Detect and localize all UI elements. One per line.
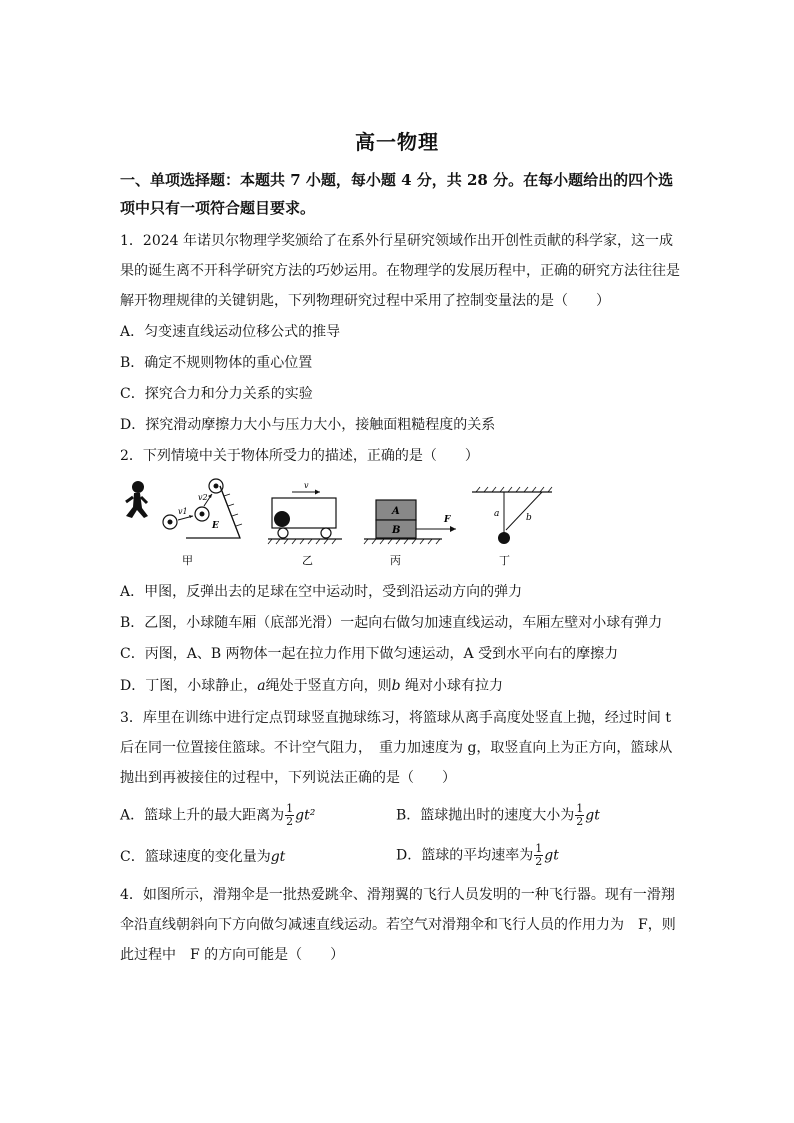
q2-figures bbox=[120, 478, 570, 570]
string-b bbox=[506, 492, 542, 530]
ball-2-patch bbox=[200, 512, 205, 517]
q3-option-c bbox=[120, 847, 285, 867]
q2-option-d-mid: 绳处于竖直方向，则 bbox=[265, 678, 392, 694]
figure-jia bbox=[126, 479, 242, 567]
figure-ding bbox=[472, 487, 552, 567]
force-f-label: F bbox=[444, 515, 451, 525]
q2-stem: 2．下列情境中关于物体所受力的描述，正确的是（ ） bbox=[120, 448, 479, 464]
q3-stem: 3．库里在训练中进行定点罚球竖直抛球练习，将篮球从离手高度处竖直上抛，经过时间 t 后在同一位置接住篮球。不计空气阻力， 重力加速度为 g，取竖直向上为正方向，篮球从抛出到再被接住的过程中，下列说法正确的是（ ） bbox=[120, 710, 673, 786]
q1-option-d: D．探究滑动摩擦力大小与压力大小，接触面粗糙程度的关系 bbox=[120, 417, 496, 433]
label-ding: 丁 bbox=[499, 554, 510, 567]
figure-bing bbox=[364, 500, 456, 567]
q3-option-a-expr: gt² bbox=[295, 807, 316, 824]
v1-label: v1 bbox=[178, 507, 188, 516]
fraction-half: $\frac{1}{2}$ bbox=[286, 802, 294, 828]
fraction-half: $\frac{1}{2}$ bbox=[535, 842, 543, 868]
q1-option-a: A．匀变速直线运动位移公式的推导 bbox=[120, 324, 341, 340]
ceiling-hatch bbox=[476, 487, 552, 492]
q3-option-a bbox=[120, 803, 315, 828]
yi-v-label: v bbox=[304, 481, 309, 490]
q2-option-a: A．甲图，反弹出去的足球在空中运动时，受到沿运动方向的弹力 bbox=[120, 584, 523, 600]
yi-v-arrowhead bbox=[315, 490, 320, 495]
q2-option-d-a: a bbox=[257, 678, 266, 694]
q3-option-d-text: D．篮球的平均速率为 bbox=[396, 847, 534, 864]
force-f-arrowhead bbox=[450, 526, 456, 532]
ball-1-patch bbox=[168, 520, 173, 525]
q2-option-d-post: 绳对小球有拉力 bbox=[400, 678, 504, 694]
ball-3-patch bbox=[214, 484, 219, 489]
q3-option-a-text: A．篮球上升的最大距离为 bbox=[120, 807, 285, 824]
q2-option-c: C．丙图，A、B 两物体一起在拉力作用下做匀速运动，A 受到水平向右的摩擦力 bbox=[120, 646, 619, 662]
q1-stem: 1．2024 年诺贝尔物理学奖颁给了在系外行星研究领域作出开创性贡献的科学家，这一成果的诞生离不开科学研究方法的巧妙运用。在物理学的发展历程中，正确的研究方法往往是解开物理规律的关键钥匙，下列物理研究过程中采用了控制变量法的是（ ） bbox=[120, 233, 680, 309]
q2-option-b: B．乙图，小球随车厢（底部光滑）一起向右做匀加速直线运动，车厢左壁对小球有弹力 bbox=[120, 615, 663, 631]
figure-yi bbox=[268, 481, 342, 567]
q3-option-b-text: B．篮球抛出时的速度大小为 bbox=[396, 807, 575, 824]
section-heading: 一、单项选择题：本题共 7 小题，每小题 4 分，共 28 分。在每小题给出的四个选项中只有一项符合题目要求。 bbox=[120, 171, 674, 217]
block-b-label: B bbox=[392, 525, 401, 536]
label-yi: 乙 bbox=[302, 554, 313, 567]
string-b-label: b bbox=[526, 513, 532, 523]
player-head bbox=[132, 481, 144, 493]
q3-option-c-expr: gt bbox=[270, 849, 286, 865]
q3-option-d bbox=[396, 843, 559, 868]
q2-option-d-b: b bbox=[391, 678, 401, 694]
incline-face bbox=[220, 486, 240, 538]
q1-option-b: B．确定不规则物体的重心位置 bbox=[120, 355, 313, 371]
string-a-label: a bbox=[494, 509, 500, 519]
q4-stem: 4．如图所示，滑翔伞是一批热爱跳伞、滑翔翼的飞行人员发明的一种飞行器。现有一滑翔伞沿直线朝斜向下方向做匀减速直线运动。若空气对滑翔伞和飞行人员的作用力为 F，则此过程中 F 的方向可能是（ ） bbox=[120, 887, 676, 963]
player-body bbox=[126, 493, 148, 518]
yi-ground-hatch bbox=[268, 539, 336, 544]
v2-label: v2 bbox=[198, 493, 208, 502]
q3-option-b-expr: gt bbox=[585, 807, 600, 824]
cart-wheel-right bbox=[321, 528, 331, 538]
q3-option-b bbox=[396, 803, 600, 828]
cart-wheel-left bbox=[278, 528, 288, 538]
hanging-ball bbox=[498, 532, 510, 544]
e-label: E bbox=[212, 521, 219, 531]
cart-ball bbox=[274, 511, 290, 527]
page-title: 高一物理 bbox=[355, 130, 439, 154]
q3-option-d-expr: gt bbox=[544, 847, 559, 864]
q1-option-c: C．探究合力和分力关系的实验 bbox=[120, 386, 313, 402]
bing-ground-hatch bbox=[364, 539, 440, 544]
q3-option-c-text: C．篮球速度的变化量为 bbox=[120, 849, 271, 865]
block-a-label: A bbox=[392, 506, 400, 517]
q2-option-d bbox=[120, 676, 503, 696]
label-jia: 甲 bbox=[182, 554, 193, 567]
label-bing: 丙 bbox=[390, 554, 401, 567]
fraction-half: $\frac{1}{2}$ bbox=[576, 802, 584, 828]
q2-option-d-pre: D．丁图，小球静止， bbox=[120, 678, 258, 694]
